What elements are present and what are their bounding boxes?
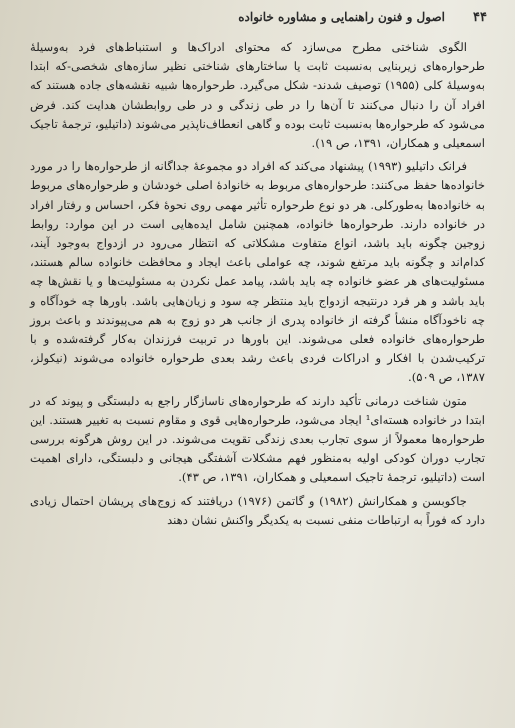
paragraph-jacobson-gottman: جاکوبسن و همکارانش (۱۹۸۲) و گاتمن (۱۹۷۶) دریافتند که زوج‌های پریشان احتمال زیادی دارد که فوراً به ارتباطات منفی نسبت به یکدیگر واکنش نشان دهند (30, 493, 485, 527)
page-header (0, 10, 515, 34)
paragraph-cognitive-therapy: متون شناخت درمانی تأکید دارند که طرحواره‌های ناسازگار راجع به دلبستگی و پیوند که در ابتدا در خانواده هسته‌ای¹ ایجاد می‌شود، طرحواره‌هایی قوی و مقاوم نسبت به تغییر هستند. این طرحواره‌ها معمولاً از سوی تجارب بعدی زندگی تقویت می‌شوند. در این روش هرگونه بررسی تجارب دوران کودکی اولیه به‌منظور فهم مشکلات آشفتگی هیجانی و دلبستگی، دارای اهمیت است (داتیلیو، ترجمهٔ تاجیک اسمعیلی و همکاران، ۱۳۹۱، ص ۴۳). (30, 393, 485, 485)
body-text (30, 38, 485, 534)
paragraph-dattilio-schemas: فرانک داتیلیو (۱۹۹۳) پیشنهاد می‌کند که افراد دو مجموعهٔ جداگانه از طرحواره‌ها را در مورد خانواده‌ها حفظ می‌کنند: طرحواره‌های مربوط به خانوادهٔ اصلی خودشان و طرحواره‌های مربوط به خانواده‌ها به‌طورکلی. هر دو نوع طرحواره تأثیر مهمی روی نحوهٔ فکر، احساس و رفتار افراد در خانواده دارند. طرحواره‌ها خانواده، همچنین شامل ایده‌هایی است در این موارد: روابط زوجین چگونه باید باشد، انواع متفاوت مشکلاتی که انتظار می‌رود در ازدواج به‌وجود آیند، کدام‌اند و چگونه باید مرتفع شوند، چه عواملی باعث ایجاد و محافظت خانواده سالم هستند، مسئولیت‌های هر عضو خانواده چه باید باشد، پیامد عمل نکردن به مسئولیت‌ها و یا نقش‌ها چه باید باشد و هر فرد درنتیجه ازدواج باید منتظر چه سود و زیان‌هایی باشد. باورها چه خودآگاه و چه ناخودآگاه منشأ گرفته از خانواده پدری از جانب هر دو زوج به هم می‌پیوندند و باعث بروز طرحواره‌های خانواده فعلی می‌شوند. این باورها در تربیت فرزندان به‌کار گرفته‌شده و با ترکیب‌شدن با افکار و ادراکات فردی باعث رشد بعدی طرحواره خانواده می‌شوند (نیکولز، ۱۳۸۷، ص ۵۰۹). (30, 159, 485, 385)
running-title: اصول و فنون راهنمایی و مشاوره خانواده (238, 10, 445, 24)
paragraph-schema-model: الگوی شناختی مطرح می‌سازد که محتوای ادراک‌ها و استنباط‌های فرد به‌وسیلهٔ طرحواره‌های زیربنایی به‌نسبت ثابت یا ساختارهای شناختی نظیر سازه‌های شخصی-که ابتدا به‌وسیلهٔ کلی (۱۹۵۵) توصیف شدند- شکل می‌گیرد. طرحواره‌ها شبیه نقشه‌های جاده هستند که افراد آن را دنبال می‌کنند تا آن‌ها را در طی زندگی و در طی روابطشان هدایت کند. فرض می‌شود که طرحواره‌ها به‌نسبت ثابت بوده و گاهی انعطاف‌ناپذیر می‌شوند (داتیلیو، ترجمهٔ تاجیک اسمعیلی و همکاران، ۱۳۹۱، ص ۱۹). (30, 40, 485, 151)
page-number: ۴۴ (473, 10, 487, 25)
